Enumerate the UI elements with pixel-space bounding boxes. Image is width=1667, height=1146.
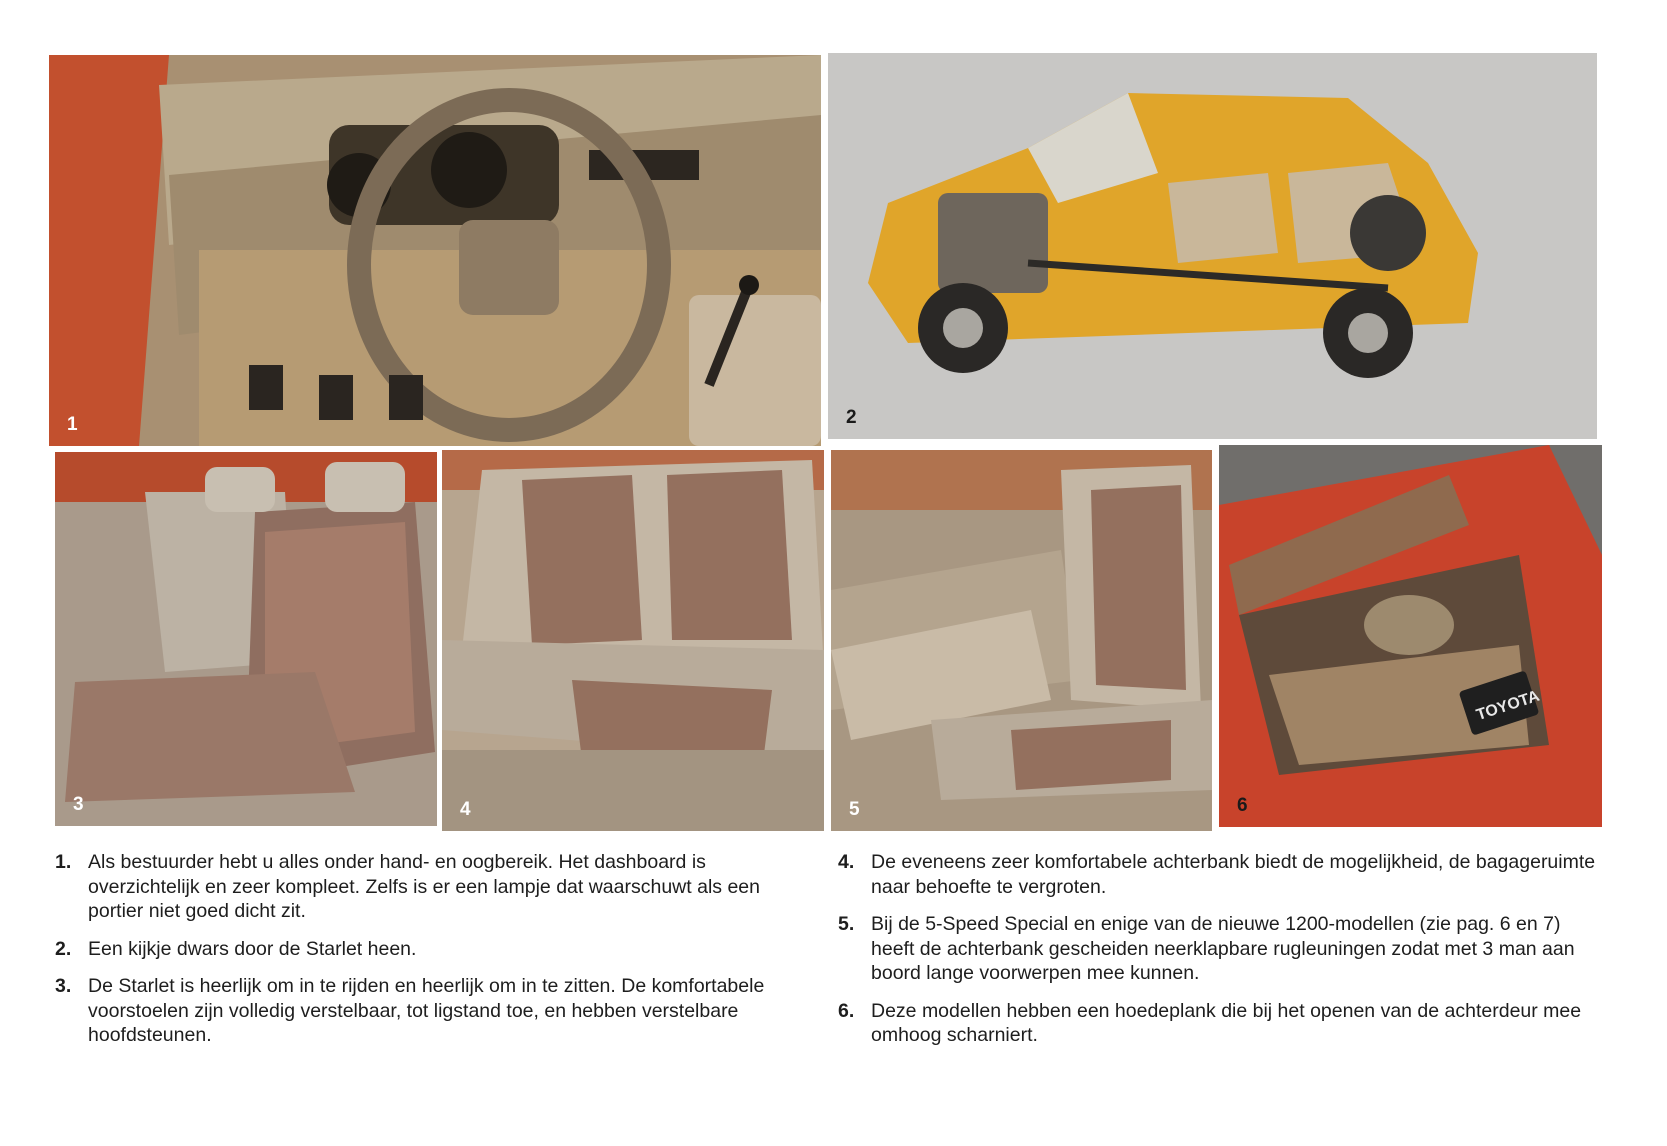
- caption-number: 6.: [838, 999, 855, 1022]
- caption-item: [838, 850, 1598, 899]
- front-seats-illustration: [55, 452, 437, 826]
- photo-dashboard: [49, 55, 821, 446]
- caption-number: 5.: [838, 913, 855, 935]
- photo-cutaway: [828, 53, 1597, 439]
- cutaway-car-illustration: [828, 53, 1597, 439]
- photo-number: 2: [846, 407, 857, 428]
- caption-item: [55, 937, 815, 962]
- caption-item: [55, 850, 815, 924]
- rear-bench-illustration: [442, 450, 824, 831]
- photo-rear-bench: [442, 450, 824, 831]
- photo-number: 1: [67, 414, 78, 435]
- caption-number: 2.: [55, 937, 72, 960]
- folded-seat-illustration: [831, 450, 1212, 831]
- caption-text: Bij de 5-Speed Special en enige van de nieuwe 1200-modellen (zie pag. 6 en 7) heeft de achterbank gescheiden neerklapbare rugleuningen zodat met 3 man aan boord lange voorwerpen mee kunnen.: [871, 913, 1575, 984]
- caption-text: De Starlet is heerlijk om in te rijden en heerlijk om in te zitten. De komfortabele voorstoelen zijn volledig verstelbaar, tot ligstand toe, en hebben verstelbare hoofdsteunen.: [88, 975, 765, 1046]
- caption-number: 4.: [838, 851, 855, 873]
- caption-number: 1.: [55, 851, 72, 873]
- caption-number: 3.: [55, 975, 72, 997]
- caption-item: [838, 912, 1598, 986]
- photo-folded-seat: [831, 450, 1212, 831]
- photo-number: 5: [849, 799, 860, 820]
- photo-number: 4: [460, 799, 471, 820]
- caption-text: Als bestuurder hebt u alles onder hand- en oogbereik. Het dashboard is overzichtelijk en zeer kompleet. Zelfs is er een lampje dat waarschuwt als een portier niet goed dicht zit.: [88, 851, 760, 922]
- caption-item: [838, 999, 1598, 1048]
- caption-text: Deze modellen hebben een hoedeplank die bij het openen van de achterdeur mee omhoog scharniert.: [871, 999, 1582, 1046]
- caption-text: Een kijkje dwars door de Starlet heen.: [88, 937, 417, 960]
- caption-item: [55, 974, 815, 1048]
- captions-left: [55, 850, 815, 1061]
- captions-right: [838, 850, 1598, 1061]
- photo-front-seats: [55, 452, 437, 826]
- caption-text: De eveneens zeer komfortabele achterbank biedt de mogelijkheid, de bagageruimte naar behoefte te vergroten.: [871, 851, 1596, 898]
- photo-open-tailgate: [1219, 445, 1602, 827]
- tailgate-illustration: [1219, 445, 1602, 827]
- photo-number: 3: [73, 794, 84, 815]
- photo-number: 6: [1237, 795, 1248, 816]
- dashboard-illustration: [49, 55, 821, 446]
- plate-text: TOYOTA: [1474, 687, 1542, 725]
